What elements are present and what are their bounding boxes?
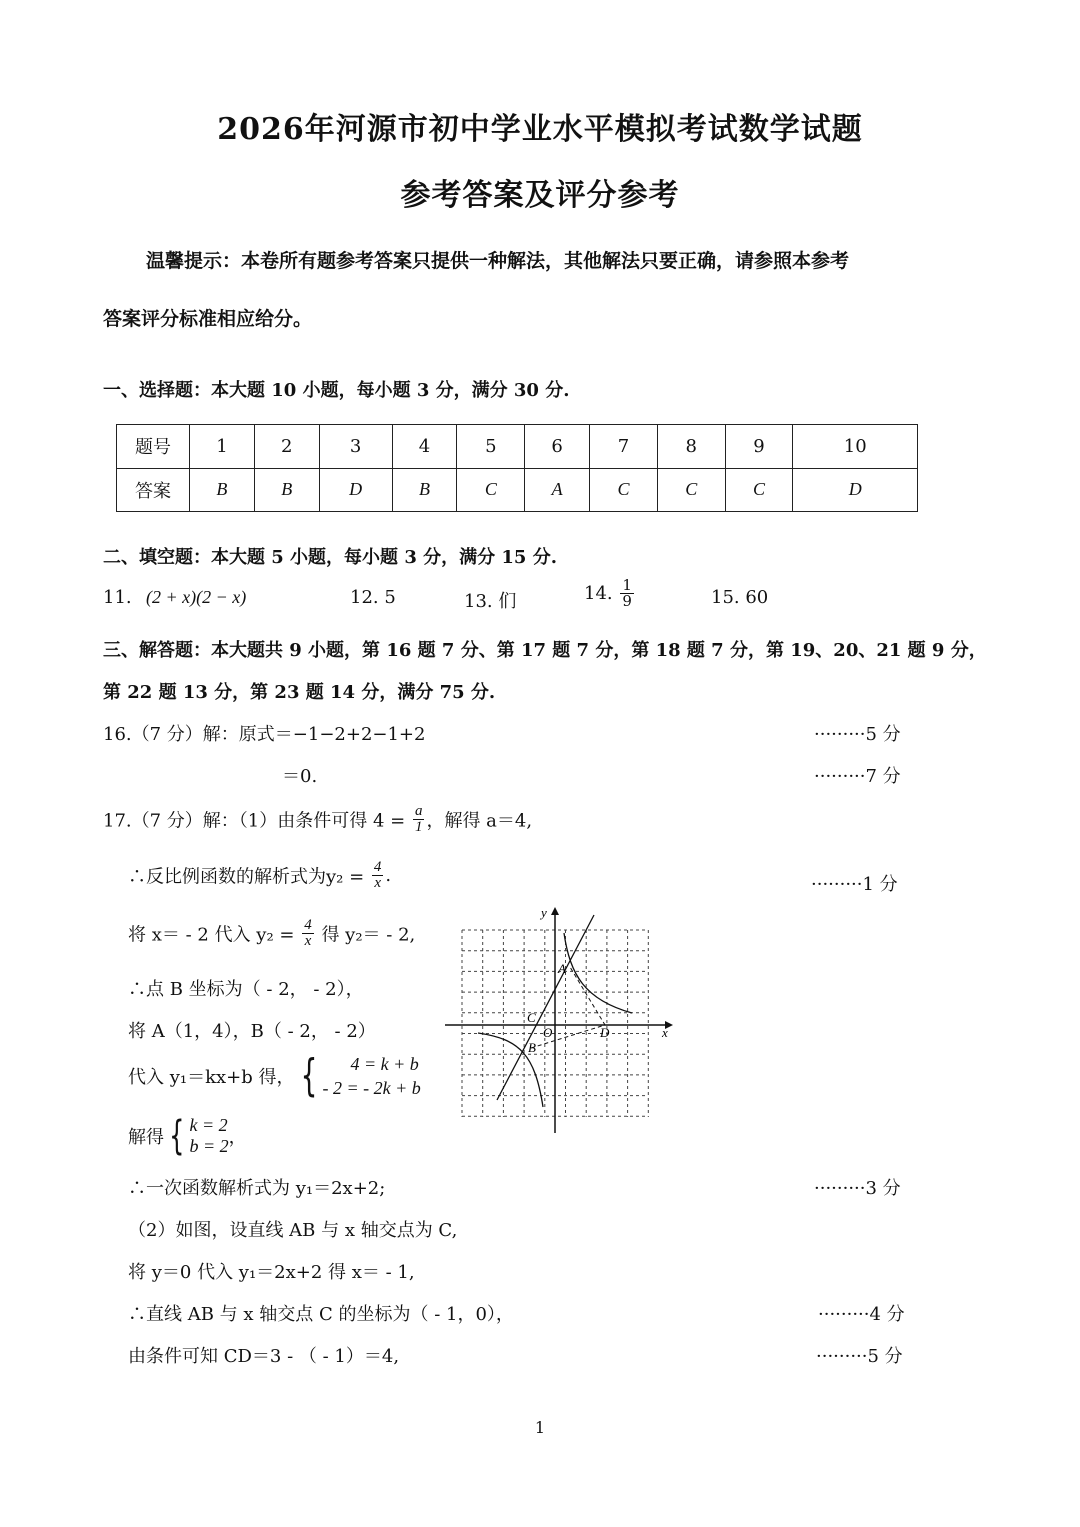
table-cell: 6 (525, 425, 590, 469)
table-cell: 2 (254, 425, 319, 469)
page-subtitle: 参考答案及评分参考 (400, 178, 680, 213)
q17-line-6: 代入 y₁＝kx+b 得， { 4 = k + b - 2 = - 2k + b (128, 1050, 421, 1101)
table-cell: 10 (793, 425, 918, 469)
q17-line-7: 解得 { k = 2 b = 2 ， (128, 1113, 247, 1159)
table-cell: 4 (392, 425, 457, 469)
point-a-label: A (558, 961, 566, 976)
table-cell: 5 (457, 425, 525, 469)
table-header-cell: 题号 (117, 425, 190, 469)
page-number: 1 (534, 1418, 546, 1437)
table-cell: 3 (319, 425, 392, 469)
q17-line-9: （2）如图，设直线 AB 与 x 轴交点为 C, (128, 1220, 458, 1241)
x-axis-label: x (662, 1025, 668, 1040)
y-axis-arrow-icon (551, 907, 559, 915)
table-cell: 8 (657, 425, 725, 469)
section2-heading: 二、填空题：本大题 5 小题，每小题 3 分，满分 15 分. (103, 547, 557, 568)
q17-line-11: ∴直线 AB 与 x 轴交点 C 的坐标为（ - 1，0）， (128, 1304, 514, 1325)
q12-answer: 12. 5 (350, 587, 396, 608)
q17-line-3: 将 x＝ - 2 代入 y₂ = $\frac{4}{x}$ 得 y₂＝ - 2, (128, 917, 416, 949)
q17-score-4: ·········5 分 (816, 1346, 903, 1367)
q16-line-1: 16.（7 分）解：原式＝−1−2+2−1+2 (103, 724, 426, 745)
section1-heading: 一、选择题：本大题 10 小题，每小题 3 分，满分 30 分. (103, 380, 570, 401)
q17-line-5: 将 A（1，4），B（ - 2， - 2） (128, 1021, 376, 1042)
q16-score-1: ·········5 分 (814, 724, 901, 745)
q11-answer: (2 + x)(2 − x) (146, 587, 247, 607)
q17-score-1: ·········1 分 (811, 874, 898, 895)
q13-answer: 13. 们 (464, 591, 517, 612)
q17-line-1: 17.（7 分）解：（1）由条件可得 4 = $\frac{a}{1}$ ，解得 a＝4, (103, 803, 533, 835)
origin-label: O (543, 1025, 553, 1040)
page-title: 2026年河源市初中学业水平模拟考试数学试题 (217, 112, 863, 147)
table-cell: B (392, 468, 457, 512)
q17-score-2: ·········3 分 (814, 1178, 901, 1199)
table-cell: C (725, 468, 793, 512)
point-d-label: D (600, 1025, 610, 1040)
table-cell: B (190, 468, 255, 512)
q17-line-10: 将 y＝0 代入 y₁＝2x+2 得 x＝ - 1, (128, 1262, 415, 1283)
q17-line-12: 由条件可知 CD＝3 - （ - 1）＝4, (128, 1346, 400, 1367)
table-cell: C (657, 468, 725, 512)
linear-function-line (497, 915, 594, 1100)
point-c-label: C (527, 1010, 536, 1025)
q11-label: 11. (103, 587, 132, 608)
q17-line-4: ∴点 B 坐标为（ - 2， - 2）， (128, 979, 364, 1000)
q17-line-2: ∴反比例函数的解析式为y₂ = $\frac{4}{x}$ . (128, 859, 392, 891)
answer-table (116, 424, 918, 512)
table-cell: 1 (190, 425, 255, 469)
table-cell: D (319, 468, 392, 512)
table-cell: C (590, 468, 658, 512)
table-header-cell: 答案 (117, 468, 190, 512)
function-graph (440, 905, 680, 1135)
tip-line-1: 温馨提示：本卷所有题参考答案只提供一种解法，其他解法只要正确，请参照本参考 (146, 250, 850, 272)
q14-answer: 14. $\frac{1}{9}$ (584, 576, 632, 610)
q15-answer: 15. 60 (711, 587, 769, 608)
y-axis-label: y (541, 905, 547, 920)
tip-line-2: 答案评分标准相应给分。 (103, 308, 313, 330)
section3-heading-1: 三、解答题：本大题共 9 小题，第 16 题 7 分、第 17 题 7 分，第 18 题 7 分，第 19、20、21 题 9 分， (103, 640, 987, 661)
table-cell: D (793, 468, 918, 512)
table-cell: 9 (725, 425, 793, 469)
table-cell: 7 (590, 425, 658, 469)
table-row (117, 468, 918, 512)
table-cell: C (457, 468, 525, 512)
table-cell: A (525, 468, 590, 512)
table-cell: B (254, 468, 319, 512)
q17-line-8: ∴一次函数解析式为 y₁＝2x+2; (128, 1178, 386, 1199)
q16-line-2: ＝0. (282, 766, 318, 787)
point-b-label: B (528, 1040, 536, 1055)
table-row (117, 425, 918, 469)
hyperbola-branch-right (564, 933, 632, 1013)
q17-score-3: ·········4 分 (818, 1304, 905, 1325)
section3-heading-2: 第 22 题 13 分，第 23 题 14 分，满分 75 分. (103, 682, 496, 703)
q16-score-2: ·········7 分 (814, 766, 901, 787)
